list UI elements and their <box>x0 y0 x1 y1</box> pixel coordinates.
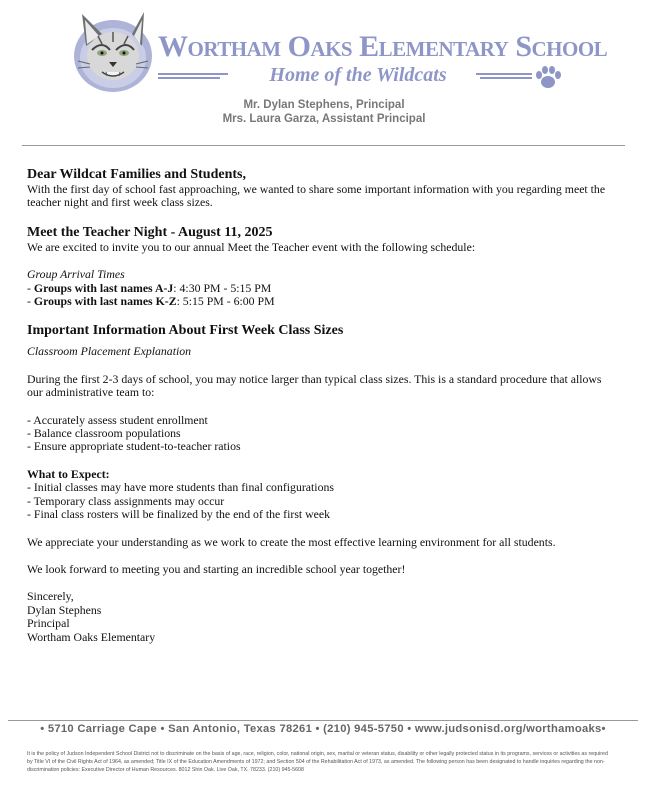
intro-paragraph: With the first day of school fast approaching, we wanted to share some important information with you regarding meet the teacher night and first week class sizes. <box>27 182 606 210</box>
signature-school: Wortham Oaks Elementary <box>27 629 156 644</box>
meet-teacher-text: We are excited to invite you to our annual Meet the Teacher event with the following schedule: <box>27 239 476 254</box>
list-item: - Ensure appropriate student-to-teacher ratios <box>27 439 241 454</box>
greeting: Dear Wildcat Families and Students, <box>27 167 246 182</box>
nondiscrimination-policy: It is the policy of Judson Independent School District not to discriminate on the basis of age, race, religion, color, national origin, sex, marital or veteran status, disability or other legally protected status in its programs, services or activities as required by Title VI of the Civil Rights Act of 1964, as amended; Title IX of the Education Amendments of 1972; and Section 504 of the Rehabilitation Act of 1973, as amended. The following person has been designated to handle inquiries regarding the non-discrimination policies: Executive Director of Human Resources. 8012 Shin Oak. Live Oak, TX. 78233. (210) 945-5608 <box>27 751 608 773</box>
signature-title: Principal <box>27 616 70 631</box>
paw-print-icon <box>534 64 562 92</box>
what-to-expect-heading: What to Expect: <box>27 466 110 481</box>
class-sizes-heading: Important Information About First Week Class Sizes <box>27 323 344 339</box>
footer-address: • 5710 Carriage Cape • San Antonio, Texas 78261 • (210) 945-5750 • www.judsonisd.org/worthamoaks• <box>40 723 606 735</box>
appreciation-paragraph: We appreciate your understanding as we work to create the most effective learning environment for all students. <box>27 534 556 549</box>
list-item: - Initial classes may have more students than final configurations <box>27 480 334 495</box>
list-dash: - <box>27 294 34 309</box>
signoff-line: Sincerely, <box>27 589 74 604</box>
arrival-group-time: : 5:15 PM - 6:00 PM <box>176 294 275 309</box>
list-item: - Temporary class assignments may occur <box>27 493 225 508</box>
arrival-group-1 <box>27 282 617 295</box>
list-item: - Balance classroom populations <box>27 426 181 441</box>
arrival-times-subheading: Group Arrival Times <box>27 267 125 282</box>
class-sizes-text: During the first 2-3 days of school, you may notice larger than typical class sizes. This is a standard procedure that allows our administrative team to: <box>27 371 602 400</box>
header-divider <box>22 145 625 146</box>
arrival-group-2 <box>27 295 617 308</box>
list-dash: - <box>27 280 34 295</box>
meet-teacher-heading: Meet the Teacher Night - August 11, 2025 <box>27 224 273 240</box>
wildcat-mascot-icon <box>72 6 154 94</box>
list-item: - Final class rosters will be finalized by the end of the first week <box>27 507 331 522</box>
assistant-principal-name: Mrs. Laura Garza, Assistant Principal <box>222 113 426 125</box>
tagline-rule-left <box>158 73 228 75</box>
staff-block <box>190 98 458 126</box>
placement-subheading: Classroom Placement Explanation <box>27 344 192 359</box>
principal-name: Mr. Dylan Stephens, Principal <box>243 99 405 111</box>
tagline-rule-left-lower <box>158 77 220 79</box>
list-item: - Accurately assess student enrollment <box>27 412 208 427</box>
arrival-group-label: Groups with last names K-Z <box>33 294 177 309</box>
school-name: Wortham Oaks Elementary School <box>158 30 608 63</box>
letter-body <box>27 166 617 644</box>
signature-name: Dylan Stephens <box>27 602 102 617</box>
tagline-rule-right <box>476 73 532 75</box>
arrival-group-time: : 4:30 PM - 5:15 PM <box>173 280 272 295</box>
tagline-rule-right-lower <box>480 77 532 79</box>
footer-divider <box>8 720 638 721</box>
arrival-group-label: Groups with last names A-J <box>33 280 174 295</box>
closing-paragraph: We look forward to meeting you and starting an incredible school year together! <box>27 561 406 576</box>
school-tagline: Home of the Wildcats <box>269 64 447 86</box>
